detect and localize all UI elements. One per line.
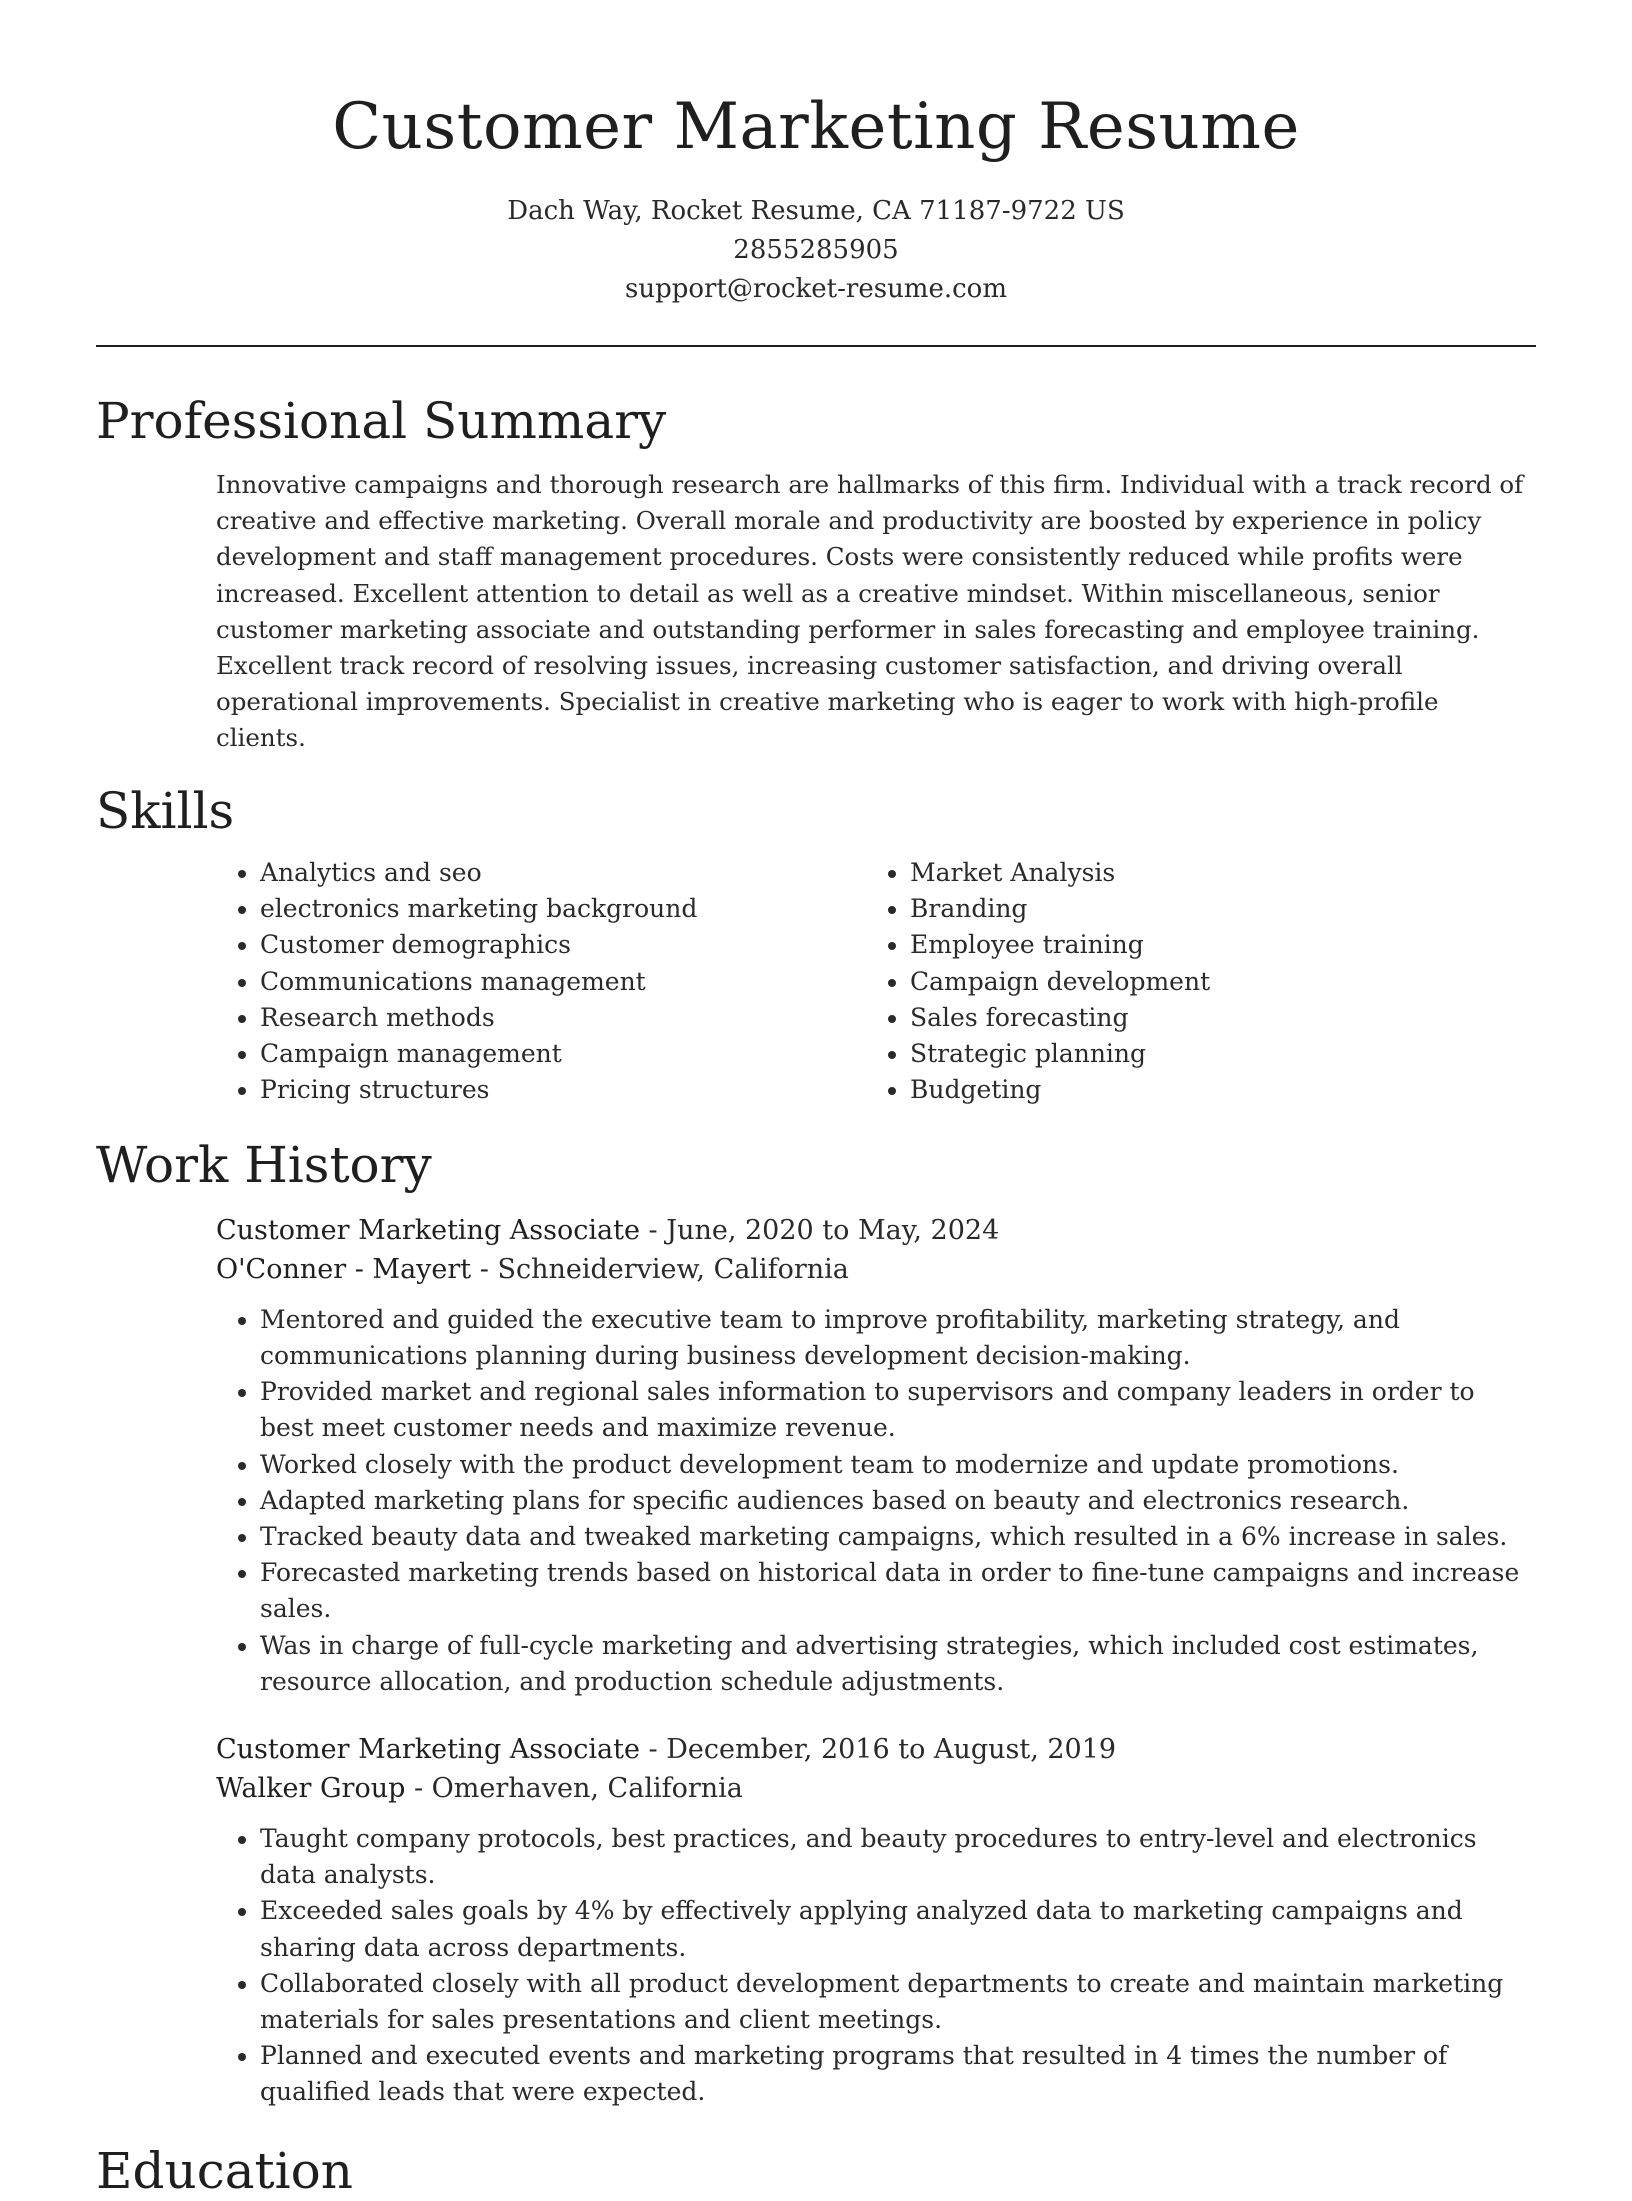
job-company: Walker Group bbox=[216, 1773, 406, 1805]
contact-email: support@rocket-resume.com bbox=[624, 274, 1007, 304]
job-company-line bbox=[216, 1769, 1536, 1809]
skills-list bbox=[216, 855, 1536, 1109]
skill-item: • Branding bbox=[910, 891, 1516, 927]
job-location: - Schneiderview, California bbox=[471, 1254, 849, 1286]
skill-item: • Campaign management bbox=[260, 1036, 866, 1072]
job-location: - Omerhaven, California bbox=[405, 1773, 743, 1805]
job-bullet: • Provided market and regional sales information to supervisors and company leaders in order to best meet customer needs and maximize revenue. bbox=[260, 1374, 1536, 1446]
job-title: Customer Marketing Associate bbox=[216, 1214, 640, 1246]
skill-item: • Campaign development bbox=[910, 964, 1516, 1000]
contact-address: Dach Way, Rocket Resume, CA 71187-9722 US bbox=[507, 196, 1125, 226]
contact-block bbox=[96, 192, 1536, 309]
skill-item: • Sales forecasting bbox=[910, 1000, 1516, 1036]
skill-item: • Budgeting bbox=[910, 1072, 1516, 1108]
skills-heading: Skills bbox=[96, 781, 235, 840]
skill-item: • Analytics and seo bbox=[260, 855, 866, 891]
skill-item: • Research methods bbox=[260, 1000, 866, 1036]
contact-phone: 2855285905 bbox=[733, 235, 899, 265]
skill-item: • Employee training bbox=[910, 927, 1516, 963]
job-entry bbox=[216, 1211, 1536, 1700]
skill-item: • Customer demographics bbox=[260, 927, 866, 963]
job-bullet: • Tracked beauty data and tweaked marketing campaigns, which resulted in a 6% increase in sales. bbox=[260, 1519, 1536, 1555]
summary-heading: Professional Summary bbox=[96, 392, 667, 450]
summary-text: Innovative campaigns and thorough research are hallmarks of this firm. Individual with a track record of creative and effective marketing. Overall morale and productivity are boosted by experience in policy development and staff management procedures. Costs were consistently reduced while profits were increased. Excellent attention to detail as well as a creative mindset. Within miscellaneous, senior customer marketing associate and outstanding performer in sales forecasting and employee training. Excellent track record of resolving issues, increasing customer satisfaction, and driving overall operational improvements. Specialist in creative marketing who is eager to work with high-profile clients. bbox=[216, 470, 1524, 753]
job-bullet: • Worked closely with the product development team to modernize and update promotions. bbox=[260, 1447, 1536, 1483]
skill-item: • Strategic planning bbox=[910, 1036, 1516, 1072]
skill-item: • electronics marketing background bbox=[260, 891, 866, 927]
education-heading: Education bbox=[96, 2141, 353, 2200]
job-bullet: • Was in charge of full-cycle marketing and advertising strategies, which included cost estimates, resource allocation, and production schedule adjustments. bbox=[260, 1628, 1536, 1700]
job-dates: - December, 2016 to August, 2019 bbox=[639, 1733, 1117, 1765]
skills-column-left bbox=[216, 855, 866, 1109]
job-bullet: • Mentored and guided the executive team to improve profitability, marketing strategy, and communications planning during business development decision-making. bbox=[260, 1302, 1536, 1374]
work-history-heading: Work History bbox=[96, 1135, 432, 1194]
resume-page bbox=[96, 0, 1536, 2201]
job-company: O'Conner - Mayert bbox=[216, 1254, 472, 1286]
job-bullet: • Taught company protocols, best practices, and beauty procedures to entry-level and electronics data analysts. bbox=[260, 1821, 1536, 1893]
header-divider bbox=[96, 345, 1536, 347]
job-title-line bbox=[216, 1211, 1536, 1251]
job-dates: - June, 2020 to May, 2024 bbox=[639, 1214, 1000, 1246]
job-bullet: • Adapted marketing plans for specific audiences based on beauty and electronics research. bbox=[260, 1483, 1536, 1519]
skills-column-right bbox=[866, 855, 1516, 1109]
job-entry bbox=[216, 1730, 1536, 2111]
skill-item: • Pricing structures bbox=[260, 1072, 866, 1108]
job-bullets bbox=[216, 1302, 1536, 1700]
job-bullets bbox=[216, 1821, 1536, 2111]
job-bullet: • Exceeded sales goals by 4% by effectively applying analyzed data to marketing campaigns and sharing data across departments. bbox=[260, 1893, 1536, 1965]
job-title: Customer Marketing Associate bbox=[216, 1733, 640, 1765]
skill-item: • Communications management bbox=[260, 964, 866, 1000]
job-bullet: • Forecasted marketing trends based on historical data in order to fine-tune campaigns and increase sales. bbox=[260, 1555, 1536, 1627]
job-bullet: • Collaborated closely with all product development departments to create and maintain marketing materials for sales presentations and client meetings. bbox=[260, 1966, 1536, 2038]
resume-title: Customer Marketing Resume bbox=[332, 90, 1300, 164]
job-company-line bbox=[216, 1250, 1536, 1290]
job-title-line bbox=[216, 1730, 1536, 1770]
job-bullet: • Planned and executed events and marketing programs that resulted in 4 times the number of qualified leads that were expected. bbox=[260, 2038, 1536, 2110]
skill-item: • Market Analysis bbox=[910, 855, 1516, 891]
